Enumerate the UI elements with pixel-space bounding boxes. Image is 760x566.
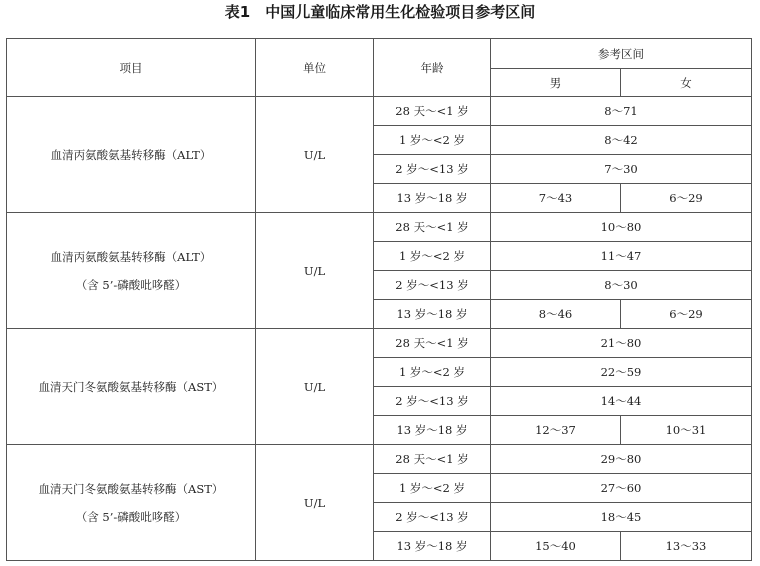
reference-range-cell: 21～80 xyxy=(491,329,752,358)
header-male: 男 xyxy=(491,69,621,97)
age-cell: 28 天～<1 岁 xyxy=(374,329,491,358)
age-cell: 1 岁～<2 岁 xyxy=(374,242,491,271)
item-name-line: 血清天门冬氨酸氨基转移酶（AST） xyxy=(38,379,224,394)
age-cell: 13 岁～18 岁 xyxy=(374,532,491,561)
reference-table xyxy=(6,38,752,561)
reference-range-female-cell: 6～29 xyxy=(621,184,752,213)
age-cell: 2 岁～<13 岁 xyxy=(374,271,491,300)
header-item: 项目 xyxy=(7,39,256,97)
age-cell: 13 岁～18 岁 xyxy=(374,300,491,329)
unit-cell: U/L xyxy=(256,329,374,445)
reference-range-female-cell: 10～31 xyxy=(621,416,752,445)
reference-range-cell: 18～45 xyxy=(491,503,752,532)
age-cell: 28 天～<1 岁 xyxy=(374,213,491,242)
unit-cell: U/L xyxy=(256,97,374,213)
age-cell: 28 天～<1 岁 xyxy=(374,97,491,126)
header-reference-interval: 参考区间 xyxy=(491,39,752,69)
reference-range-female-cell: 13～33 xyxy=(621,532,752,561)
item-name-line: （含 5’-磷酸吡哆醛） xyxy=(75,277,187,292)
reference-range-cell: 8～42 xyxy=(491,126,752,155)
header-age: 年龄 xyxy=(374,39,491,97)
item-name-line: 血清丙氨酸氨基转移酶（ALT） xyxy=(50,147,212,162)
unit-cell: U/L xyxy=(256,213,374,329)
item-name-cell xyxy=(7,329,256,445)
reference-range-cell: 27～60 xyxy=(491,474,752,503)
age-cell: 13 岁～18 岁 xyxy=(374,184,491,213)
reference-range-male-cell: 12～37 xyxy=(491,416,621,445)
unit-cell: U/L xyxy=(256,445,374,561)
reference-range-cell: 10～80 xyxy=(491,213,752,242)
reference-range-male-cell: 8～46 xyxy=(491,300,621,329)
reference-range-male-cell: 7～43 xyxy=(491,184,621,213)
item-name-line: （含 5’-磷酸吡哆醛） xyxy=(75,509,187,524)
age-cell: 1 岁～<2 岁 xyxy=(374,126,491,155)
header-unit: 单位 xyxy=(256,39,374,97)
table-body xyxy=(7,97,752,561)
reference-range-cell: 14～44 xyxy=(491,387,752,416)
reference-range-cell: 11～47 xyxy=(491,242,752,271)
age-cell: 1 岁～<2 岁 xyxy=(374,474,491,503)
header-female: 女 xyxy=(621,69,752,97)
item-name-cell xyxy=(7,445,256,561)
item-name-line: 血清天门冬氨酸氨基转移酶（AST） xyxy=(38,481,224,496)
table-row xyxy=(7,329,752,358)
age-cell: 28 天～<1 岁 xyxy=(374,445,491,474)
age-cell: 2 岁～<13 岁 xyxy=(374,155,491,184)
table-row xyxy=(7,213,752,242)
reference-range-male-cell: 15～40 xyxy=(491,532,621,561)
reference-range-cell: 7～30 xyxy=(491,155,752,184)
table-row xyxy=(7,97,752,126)
reference-range-cell: 8～71 xyxy=(491,97,752,126)
age-cell: 2 岁～<13 岁 xyxy=(374,503,491,532)
age-cell: 13 岁～18 岁 xyxy=(374,416,491,445)
age-cell: 2 岁～<13 岁 xyxy=(374,387,491,416)
table-row xyxy=(7,445,752,474)
item-name-cell xyxy=(7,213,256,329)
reference-range-cell: 8～30 xyxy=(491,271,752,300)
reference-range-cell: 29～80 xyxy=(491,445,752,474)
table-title: 表1 中国儿童临床常用生化检验项目参考区间 xyxy=(224,3,536,21)
age-cell: 1 岁～<2 岁 xyxy=(374,358,491,387)
item-name-cell xyxy=(7,97,256,213)
item-name-line: 血清丙氨酸氨基转移酶（ALT） xyxy=(50,249,212,264)
reference-range-cell: 22～59 xyxy=(491,358,752,387)
reference-range-female-cell: 6～29 xyxy=(621,300,752,329)
